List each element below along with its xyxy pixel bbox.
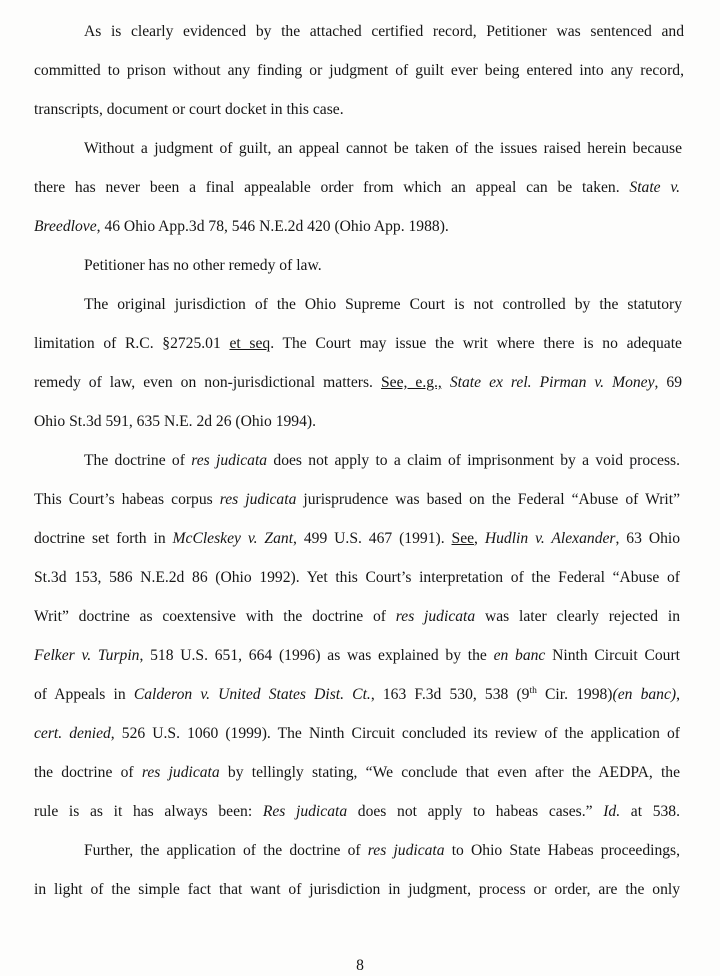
text-line	[84, 296, 682, 314]
text-run: committed to prison without any finding or judgment of guilt ever being entered into any record,	[34, 62, 684, 79]
text-run: transcripts, document or court docket in this case.	[34, 101, 344, 118]
italic-citation: Breedlove	[34, 218, 97, 235]
text-run	[442, 374, 450, 391]
text-run: to Ohio State Habeas proceedings,	[444, 842, 681, 859]
text-line	[84, 23, 684, 41]
text-run: The doctrine of	[84, 452, 192, 469]
text-run: was later clearly rejected in	[475, 608, 680, 625]
italic-citation: Hudlin v. Alexander	[484, 530, 616, 547]
text-run: As is clearly evidenced by the attached certified record, Petitioner was sentenced and	[84, 23, 684, 40]
text-run: does not apply to a claim of imprisonment by a void process.	[267, 452, 680, 469]
text-line	[34, 881, 680, 899]
text-line	[34, 647, 680, 665]
text-line	[34, 101, 344, 119]
text-line	[34, 764, 680, 782]
text-line	[34, 62, 684, 80]
italic-citation: res judicata	[367, 842, 445, 859]
text-run: ,	[474, 530, 485, 547]
text-run: Cir. 1998)	[536, 686, 613, 703]
text-line	[34, 374, 682, 392]
text-run: St.3d 153, 586 N.E.2d 86 (Ohio 1992). Yet this Court’s interpretation of the Federal “Abuse of	[34, 569, 680, 586]
text-run: Further, the application of the doctrine of	[84, 842, 368, 859]
italic-citation: cert. denied	[34, 725, 111, 742]
text-run: , 526 U.S. 1060 (1999). The Ninth Circuit concluded its review of the application of	[110, 725, 680, 742]
italic-citation: State v.	[629, 179, 680, 196]
italic-citation: Felker v. Turpin	[34, 647, 140, 664]
italic-citation: Res judicata	[262, 803, 348, 820]
text-run: Petitioner has no other remedy of law.	[84, 257, 322, 274]
text-line	[34, 725, 680, 743]
text-run: , 46 Ohio App.3d 78, 546 N.E.2d 420 (Ohio App. 1988).	[96, 218, 449, 235]
text-run: doctrine set forth in	[34, 530, 173, 547]
text-run: Ohio St.3d 591, 635 N.E. 2d 26 (Ohio 1994).	[34, 413, 316, 430]
text-line	[34, 608, 680, 626]
text-run: the doctrine of	[34, 764, 142, 781]
text-run: remedy of law, even on non-jurisdictional matters.	[34, 374, 381, 391]
text-run: The original jurisdiction of the Ohio Supreme Court is not controlled by the statutory	[84, 296, 682, 313]
text-run: This Court’s habeas corpus	[34, 491, 220, 508]
text-run: , 499 U.S. 467 (1991).	[293, 530, 452, 547]
italic-citation: res judicata	[191, 452, 268, 469]
text-run: limitation of R.C. §2725.01	[34, 335, 230, 352]
italic-citation: (en banc)	[612, 686, 677, 703]
text-line	[34, 179, 680, 197]
text-run: ,	[676, 686, 680, 703]
text-line	[34, 218, 449, 236]
page-number: 8	[356, 957, 364, 974]
italic-citation: Id.	[603, 803, 621, 820]
italic-citation: Calderon v. United States Dist. Ct.	[133, 686, 371, 703]
text-run: by tellingly stating, “We conclude that even after the AEDPA, the	[219, 764, 681, 781]
text-run: . The Court may issue the writ where there is no adequate	[270, 335, 682, 352]
underlined-signal: et seq	[229, 335, 271, 352]
text-run: Writ” doctrine as coextensive with the doctrine of	[34, 608, 396, 625]
text-run: , 163 F.3d 530, 538 (9	[370, 686, 530, 703]
text-run: of Appeals in	[34, 686, 134, 703]
text-line	[34, 569, 680, 587]
italic-citation: res judicata	[219, 491, 297, 508]
underlined-signal: See, e.g.,	[380, 374, 442, 391]
text-line	[84, 257, 322, 275]
text-run: Without a judgment of guilt, an appeal cannot be taken of the issues raised herein because	[84, 140, 682, 157]
italic-citation: en banc	[493, 647, 546, 664]
ordinal-superscript: th	[529, 686, 537, 696]
text-run: at 538.	[620, 803, 681, 820]
text-line	[34, 686, 680, 704]
text-run: Ninth Circuit Court	[545, 647, 680, 664]
italic-citation: State ex rel. Pirman v. Money	[449, 374, 655, 391]
italic-citation: res judicata	[141, 764, 220, 781]
underlined-signal: See	[451, 530, 475, 547]
text-run: , 518 U.S. 651, 664 (1996) as was explained by the	[139, 647, 494, 664]
text-line	[34, 491, 680, 509]
italic-citation: res judicata	[395, 608, 476, 625]
text-line	[84, 140, 682, 158]
text-run: in light of the simple fact that want of jurisdiction in judgment, process or order, are the only	[34, 881, 680, 898]
text-run: , 63 Ohio	[615, 530, 681, 547]
text-line	[34, 530, 680, 548]
text-run: rule is as it has always been:	[34, 803, 263, 820]
text-line	[34, 413, 316, 431]
text-run: jurisprudence was based on the Federal “Abuse of Writ”	[296, 491, 680, 508]
text-run: there has never been a final appealable order from which an appeal can be taken.	[34, 179, 630, 196]
text-line	[84, 452, 680, 470]
text-line	[34, 335, 682, 353]
italic-citation: McCleskey v. Zant	[172, 530, 294, 547]
text-line	[34, 803, 680, 821]
text-run: , 69	[654, 374, 683, 391]
text-run: does not apply to habeas cases.”	[347, 803, 604, 820]
text-line	[84, 842, 680, 860]
